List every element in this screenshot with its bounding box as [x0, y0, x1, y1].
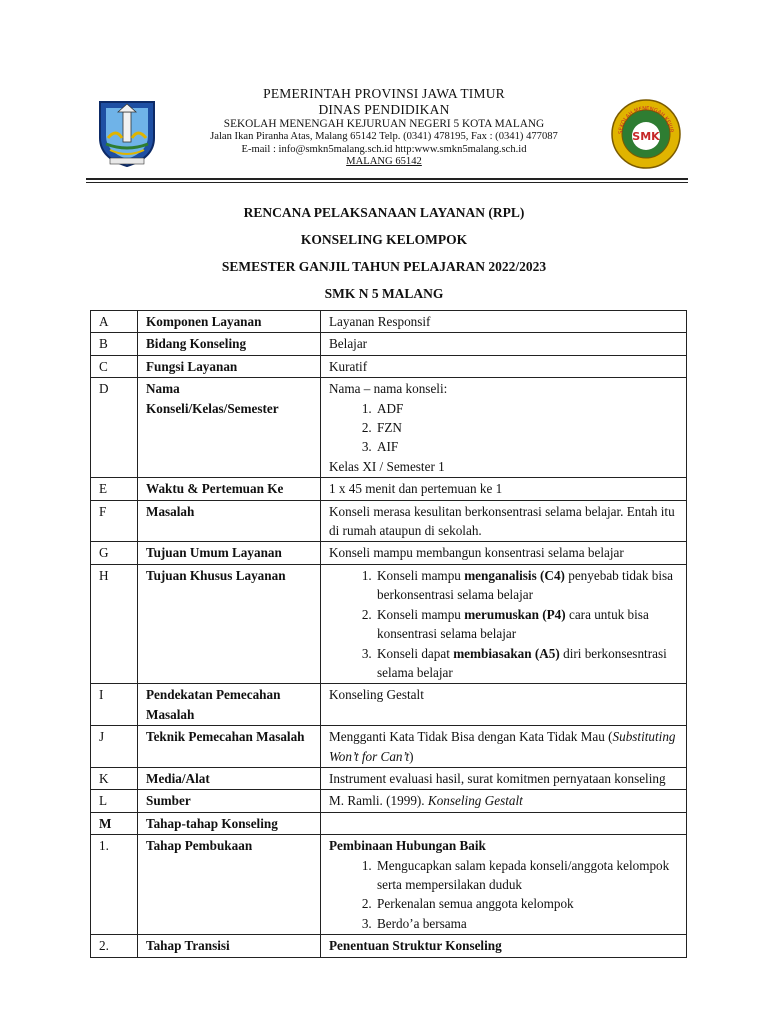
row-label: [138, 378, 321, 478]
table-row: [91, 311, 687, 333]
item-text: Konseli mampu: [377, 606, 465, 622]
letterhead: [0, 0, 768, 190]
row-label: Komponen Layanan: [138, 311, 321, 333]
row-code: H: [91, 564, 138, 683]
title-school: SMK N 5 MALANG: [324, 286, 444, 301]
rpl-table: [90, 310, 687, 958]
row-label: Teknik Pemecahan Masalah: [138, 726, 321, 768]
table-row: [91, 333, 687, 355]
table-row: [91, 542, 687, 564]
row-code: M: [91, 812, 138, 834]
list-item: 2. Perkenalan semua anggota kelompok: [375, 894, 678, 913]
table-row: [91, 726, 687, 768]
table-row: [91, 935, 687, 957]
row-label: Bidang Konseling: [138, 333, 321, 355]
row-label: Waktu & Pertemuan Ke: [138, 478, 321, 500]
title-semester: SEMESTER GANJIL TAHUN PELAJARAN 2022/2023: [221, 259, 547, 274]
row-value: Belajar: [321, 333, 687, 355]
item-text: cara untuk bisa konsentrasi selama belajar: [377, 606, 649, 642]
table-row: [91, 378, 687, 478]
row-value: Layanan Responsif: [321, 311, 687, 333]
row-code: I: [91, 684, 138, 726]
row-value: Konseling Gestalt: [321, 684, 687, 726]
value-text: M. Ramli. (1999).: [329, 793, 428, 809]
row-label: Fungsi Layanan: [138, 355, 321, 377]
list-item: 3. Berdo’a bersama: [375, 914, 678, 933]
row-code: K: [91, 767, 138, 789]
stage-steps: [329, 856, 678, 934]
objectives-list: [329, 566, 678, 682]
item-text: diri berkonsesntrasi selama belajar: [377, 645, 667, 680]
value-italic: Konseling Gestalt: [427, 793, 523, 809]
value-italic: Substituting Won’t for Can’t: [329, 729, 676, 764]
item-keyword: merumuskan (P4): [464, 606, 566, 622]
row-label: Tahap Pembukaan: [138, 835, 321, 935]
row-label: Tujuan Khusus Layanan: [138, 564, 321, 683]
table-row: [91, 835, 687, 935]
letterhead-text: [150, 86, 618, 169]
names-list: [329, 399, 678, 457]
smk-logo-icon: [610, 98, 682, 170]
row-value: Kuratif: [321, 355, 687, 377]
row-value: Konseli mampu membangun konsentrasi selama belajar: [321, 542, 687, 564]
list-item: 1. Mengucapkan salam kepada konseli/anggota kelompok serta mempersilakan duduk: [375, 856, 678, 895]
list-item: 3. AIF: [375, 437, 678, 456]
row-label: Pendekatan Pemecahan Masalah: [138, 684, 321, 726]
list-item: [375, 605, 678, 644]
table-row: [91, 767, 687, 789]
row-value: [321, 726, 687, 768]
row-code: B: [91, 333, 138, 355]
row-value: 1 x 45 menit dan pertemuan ke 1: [321, 478, 687, 500]
row-label: Masalah: [138, 500, 321, 542]
header-rule-thin: [86, 182, 688, 183]
smk-logo-text: SMK: [632, 130, 660, 143]
row-value: Instrument evaluasi hasil, surat komitmen pernyataan konseling: [321, 767, 687, 789]
row-label: Tahap Transisi: [138, 935, 321, 957]
stage-heading: Pembinaan Hubungan Baik: [329, 838, 486, 854]
list-item: 1. ADF: [375, 399, 678, 418]
table-row: [91, 812, 687, 834]
row-label: Tujuan Umum Layanan: [138, 542, 321, 564]
row-code: E: [91, 478, 138, 500]
row-code: D: [91, 378, 138, 478]
row-code: L: [91, 790, 138, 812]
east-java-emblem-icon: [96, 98, 158, 168]
row-code: A: [91, 311, 138, 333]
row-label: Media/Alat: [138, 767, 321, 789]
row-value: [321, 564, 687, 683]
row-value: [321, 835, 687, 935]
table-row: [91, 355, 687, 377]
table-row: [91, 564, 687, 683]
row-value: [321, 812, 687, 834]
title-service: KONSELING KELOMPOK: [300, 232, 468, 247]
table-row: [91, 478, 687, 500]
stage-heading: Penentuan Struktur Konseling: [321, 935, 687, 957]
item-text: Konseli mampu: [377, 567, 465, 583]
row-value: [321, 790, 687, 812]
school-name: SEKOLAH MENENGAH KEJURUAN NEGERI 5 KOTA MALANG: [223, 117, 545, 130]
row-label: Sumber: [138, 790, 321, 812]
class-semester: Kelas XI / Semester 1: [329, 458, 445, 474]
list-item: 2. FZN: [375, 418, 678, 437]
row-value: Konseli merasa kesulitan berkonsentrasi selama belajar. Entah itu di rumah ataupun di sekolah.: [321, 500, 687, 542]
list-item: [375, 644, 678, 683]
school-address: Jalan Ikan Piranha Atas, Malang 65142 Telp. (0341) 478195, Fax : (0341) 477087: [210, 131, 558, 143]
school-city: MALANG 65142: [346, 156, 422, 168]
svg-text:SEKOLAH MENENGAH KEJURUAN: SEKOLAH MENENGAH KEJUR: [617, 105, 675, 135]
table-row: [91, 684, 687, 726]
document-titles: [0, 203, 768, 311]
row-code: J: [91, 726, 138, 768]
item-text: Konseli dapat: [377, 645, 454, 661]
table-row: [91, 500, 687, 542]
value-text: ): [409, 748, 414, 764]
row-code: G: [91, 542, 138, 564]
row-label: Tahap-tahap Konseling: [138, 812, 321, 834]
item-keyword: membiasakan (A5): [453, 645, 560, 661]
row-label-line: Nama: [146, 381, 180, 397]
title-rpl: RENCANA PELAKSANAAN LAYANAN (RPL): [243, 205, 525, 220]
table-row: [91, 790, 687, 812]
gov-name: PEMERINTAH PROVINSI JAWA TIMUR: [263, 86, 505, 101]
dept-name: DINAS PENDIDIKAN: [318, 101, 450, 117]
row-code: 2.: [91, 935, 138, 957]
row-code: F: [91, 500, 138, 542]
names-intro: Nama – nama konseli:: [329, 381, 448, 397]
header-rule-thick: [86, 178, 688, 180]
item-text: penyebab tidak bisa berkonsentrasi selama belajar: [377, 567, 673, 603]
item-keyword: menganalisis (C4): [464, 567, 565, 583]
value-text: Mengganti Kata Tidak Bisa dengan Kata Tidak Mau (: [329, 729, 613, 745]
school-contact: E-mail : info@smkn5malang.sch.id http:www.smkn5malang.sch.id: [241, 143, 527, 155]
row-value: [321, 378, 687, 478]
row-code: C: [91, 355, 138, 377]
row-code: 1.: [91, 835, 138, 935]
list-item: [375, 566, 678, 605]
row-label-line: Konseli/Kelas/Semester: [146, 400, 279, 416]
